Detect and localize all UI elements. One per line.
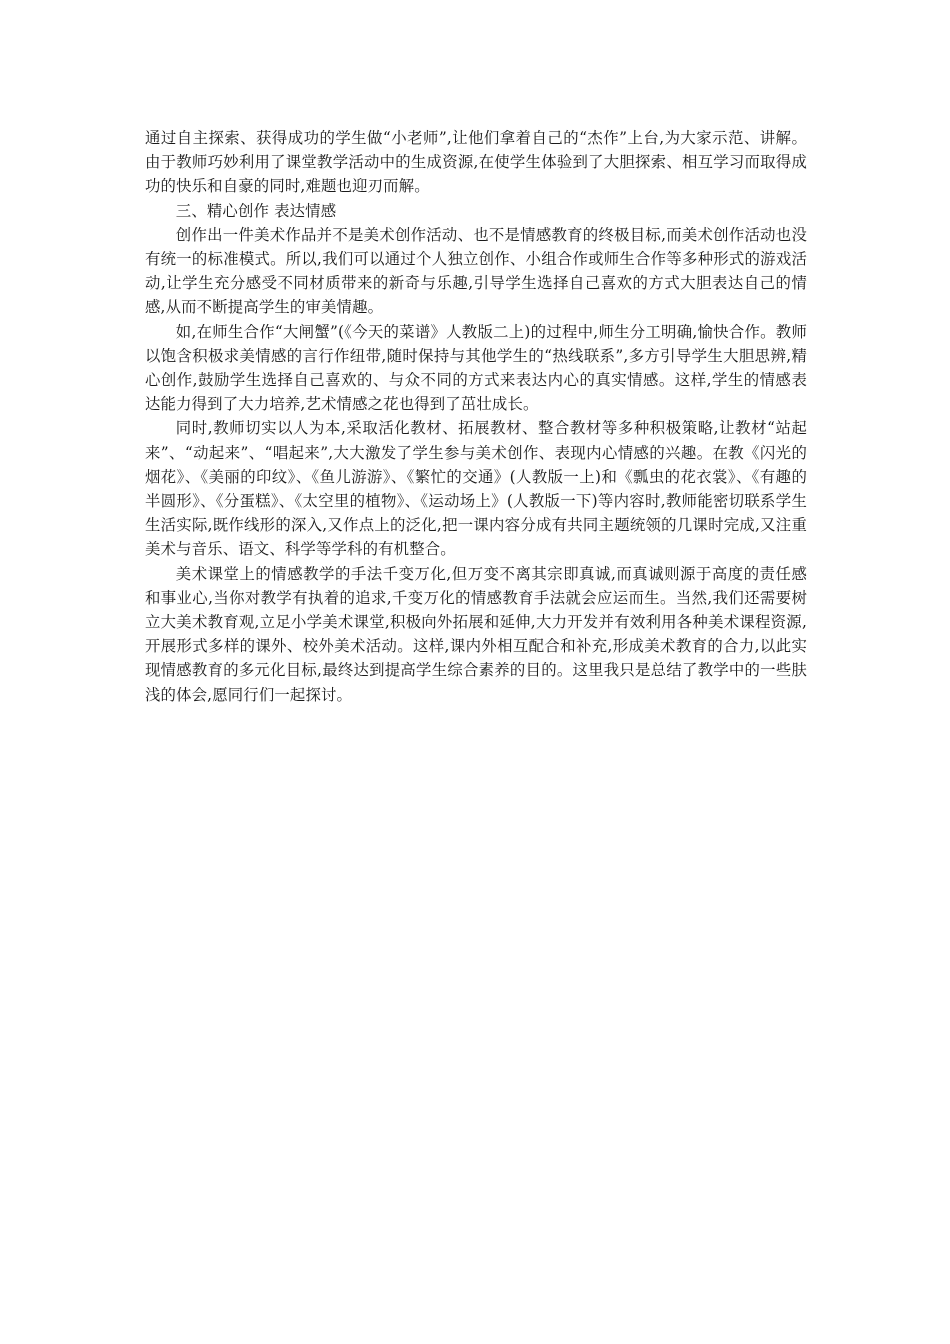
- paragraph-textbook-strategies: 同时,教师切实以人为本,采取活化教材、拓展教材、整合教材等多种积极策略,让教材“站起来”、“动起来”、“唱起来”,大大激发了学生参与美术创作、表现内心情感的兴趣。在教《闪光的烟花》、《美丽的印纹》、《鱼儿游游》、《繁忙的交通》(人教版一上)和《瓢虫的花衣裳》、《有趣的半圆形》、《分蛋糕》、《太空里的植物》、《运动场上》(人教版一下)等内容时,教师能密切联系学生生活实际,既作线形的深入,又作点上的泛化,把一课内容分成有共同主题统领的几课时完成,又注重美术与音乐、语文、科学等学科的有机整合。: [145, 419, 807, 559]
- section-heading: 三、精心创作 表达情感: [175, 201, 337, 220]
- document-body: [145, 126, 807, 707]
- paragraph-crab-example: 如,在师生合作“大闸蟹”(《今天的菜谱》人教版二上)的过程中,师生分工明确,愉快合作。教师以饱含积极求美情感的言行作纽带,随时保持与其他学生的“热线联系”,多方引导学生大胆思辨,精心创作,鼓励学生选择自己喜欢的、与众不同的方式来表达内心的真实情感。这样,学生的情感表达能力得到了大力培养,艺术情感之花也得到了茁壮成长。: [145, 322, 807, 414]
- paragraph-continuation: 通过自主探索、获得成功的学生做“小老师”,让他们拿着自己的“杰作”上台,为大家示范、讲解。由于教师巧妙利用了课堂教学活动中的生成资源,在使学生体验到了大胆探索、相互学习而取得成功的快乐和自豪的同时,难题也迎刃而解。: [145, 129, 807, 196]
- paragraph-creation-goals: 创作出一件美术作品并不是美术创作活动、也不是情感教育的终极目标,而美术创作活动也没有统一的标准模式。所以,我们可以通过个人独立创作、小组合作或师生合作等多种形式的游戏活动,让学生充分感受不同材质带来的新奇与乐趣,引导学生选择自己喜欢的方式大胆表达自己的情感,从而不断提高学生的审美情趣。: [145, 225, 807, 317]
- paragraph-conclusion: 美术课堂上的情感教学的手法千变万化,但万变不离其宗即真诚,而真诚则源于高度的责任感和事业心,当你对教学有执着的追求,千变万化的情感教育手法就会应运而生。当然,我们还需要树立大美术教育观,立足小学美术课堂,积极向外拓展和延伸,大力开发并有效利用各种美术课程资源,开展形式多样的课外、校外美术活动。这样,课内外相互配合和补充,形成美术教育的合力,以此实现情感教育的多元化目标,最终达到提高学生综合素养的目的。这里我只是总结了教学中的一些肤浅的体会,愿同行们一起探讨。: [145, 564, 807, 704]
